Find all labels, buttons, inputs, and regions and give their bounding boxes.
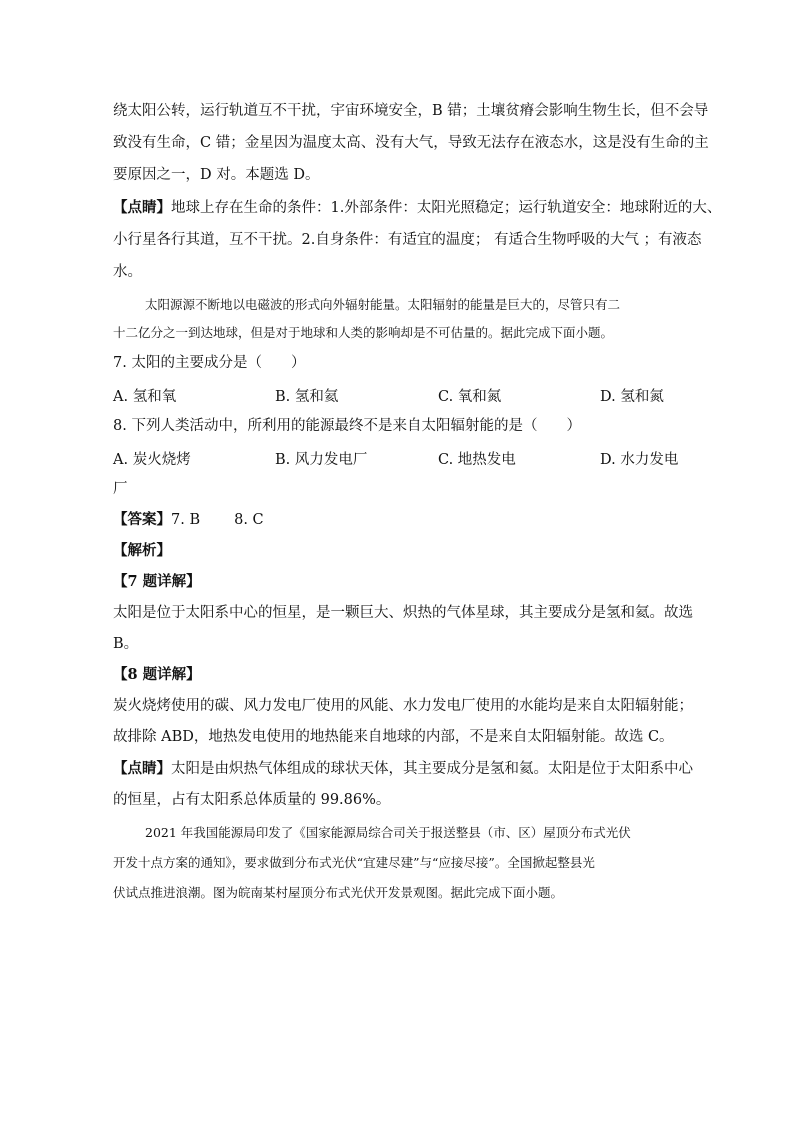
material-line: 十二亿分之一到达地球，但是对于地球和人类的影响却是不可估量的。据此完成下面小题。 bbox=[113, 325, 614, 340]
q8-option-a: A. 炭火烧烤 bbox=[113, 452, 191, 468]
q8-option-c: C. 地热发电 bbox=[438, 452, 516, 468]
point-note-tag: 【点睛】 bbox=[113, 199, 171, 216]
q7-option-a: A. 氢和氧 bbox=[113, 389, 177, 405]
detail-7-line: 太阳是位于太阳系中心的恒星，是一颗巨大、炽热的气体星球，其主要成分是氢和氦。故选 bbox=[113, 605, 693, 621]
point-note-line bbox=[113, 198, 722, 218]
question-7-stem: 7. 太阳的主要成分是（ ） bbox=[113, 355, 306, 371]
answer-8: 8. C bbox=[234, 512, 264, 528]
point-note-line: 水。 bbox=[113, 264, 142, 280]
point-note-2-tag: 【点睛】 bbox=[113, 760, 171, 777]
detail-7-line: B。 bbox=[113, 636, 139, 652]
point-note-text: 地球上存在生命的条件：1.外部条件：太阳光照稳定；运行轨道安全：地球附近的大、 bbox=[171, 200, 722, 216]
material-2-line: 伏试点推进浪潮。图为皖南某村屋顶分布式光伏开发景观图。据此完成下面小题。 bbox=[113, 885, 564, 900]
point-note-2-line bbox=[113, 759, 693, 779]
material-2-line: 2021 年我国能源局印发了《国家能源局综合司关于报送整县（市、区）屋顶分布式光伏 bbox=[145, 825, 631, 840]
q8-option-b: B. 风力发电厂 bbox=[275, 452, 368, 468]
material-line: 太阳源源不断地以电磁波的形式向外辐射能量。太阳辐射的能量是巨大的，尽管只有二 bbox=[145, 297, 621, 312]
paragraph-line: 绕太阳公转，运行轨道互不干扰，宇宙环境安全，B 错；土壤贫瘠会影响生物生长，但不会导 bbox=[113, 103, 709, 119]
q8-option-d-wrap: 厂 bbox=[113, 481, 128, 497]
q7-option-c: C. 氧和氮 bbox=[438, 389, 502, 405]
paragraph-line: 致没有生命，C 错；金星因为温度太高、没有大气，导致无法存在液态水，这是没有生命的主 bbox=[113, 135, 709, 151]
analysis-heading: 【解析】 bbox=[113, 542, 171, 559]
detail-8-line: 故排除 ABD，地热发电使用的地热能来自地球的内部，不是来自太阳辐射能。故选 C。 bbox=[113, 729, 674, 745]
material-2-line: 开发十点方案的通知》，要求做到分布式光伏“宜建尽建”与“应接尽接”。全国掀起整县光 bbox=[113, 855, 595, 870]
point-note-line: 小行星各行其道，互不干扰。2.自身条件：有适宜的温度； 有适合生物呼吸的大气 ；有液态 bbox=[113, 232, 702, 248]
detail-8-line: 炭火烧烤使用的碳、风力发电厂使用的风能、水力发电厂使用的水能均是来自太阳辐射能； bbox=[113, 698, 693, 714]
q7-option-b: B. 氢和氦 bbox=[275, 389, 339, 405]
detail-7-heading: 【7 题详解】 bbox=[113, 573, 201, 590]
answer-line bbox=[113, 510, 683, 530]
q7-option-d: D. 氢和氮 bbox=[600, 389, 664, 405]
question-8-stem: 8. 下列人类活动中，所利用的能源最终不是来自太阳辐射能的是（ ） bbox=[113, 418, 581, 434]
q8-option-d: D. 水力发电 bbox=[600, 452, 679, 468]
answer-7: 7. B bbox=[171, 512, 201, 528]
detail-8-heading: 【8 题详解】 bbox=[113, 666, 201, 683]
answer-tag: 【答案】 bbox=[113, 511, 171, 528]
point-note-2-text: 太阳是由炽热气体组成的球状天体，其主要成分是氢和氦。太阳是位于太阳系中心 bbox=[171, 761, 693, 777]
paragraph-line: 要原因之一，D 对。本题选 D。 bbox=[113, 167, 320, 183]
point-note-2-line: 的恒星，占有太阳系总体质量的 99.86%。 bbox=[113, 792, 391, 808]
